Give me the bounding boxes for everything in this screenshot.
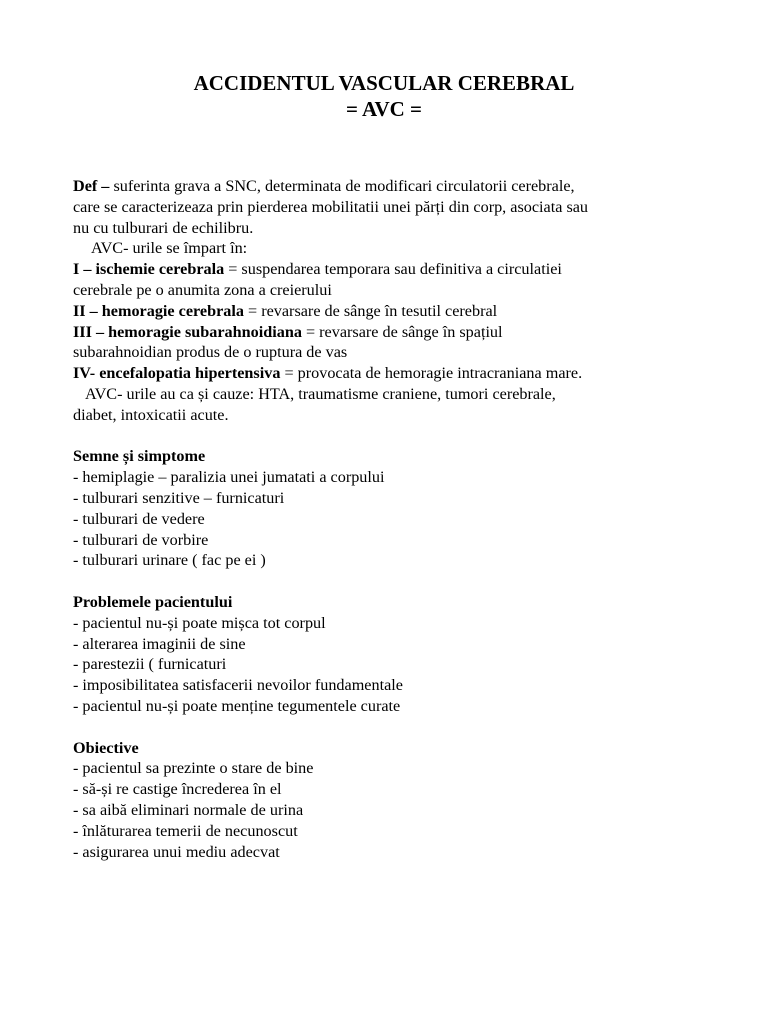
definition-line-1 xyxy=(73,176,703,197)
list-item: - pacientul nu-și poate mișca tot corpul xyxy=(73,613,326,632)
classification-intro: AVC- urile se împart în: xyxy=(91,239,248,258)
list-item: - asigurarea unui mediu adecvat xyxy=(73,842,280,861)
list-item: - pacientul nu-și poate menține tegumentele curate xyxy=(73,696,401,715)
title-line-2: = AVC = xyxy=(345,97,423,121)
document-page xyxy=(73,70,703,862)
list-item: - alterarea imaginii de sine xyxy=(73,634,246,653)
list-item: - tulburari senzitive – furnicaturi xyxy=(73,488,285,507)
type-text-1: = suspendarea temporara sau definitiva a circulatiei xyxy=(224,260,562,279)
type-text-4: = provocata de hemoragie intracraniana mare. xyxy=(280,364,583,383)
type-label-2: II – hemoragie cerebrala xyxy=(73,301,244,320)
type-item-3 xyxy=(73,322,703,343)
problems-heading: Problemele pacientului xyxy=(73,592,233,611)
type-text-3: = revarsare de sânge în spațiul xyxy=(301,322,503,341)
type-text-2: = revarsare de sânge în tesutil cerebral xyxy=(243,301,498,320)
definition-line-2: care se caracterizeaza prin pierderea mobilitatii unei părți din corp, asociata sau xyxy=(73,197,589,216)
definition-line-3: nu cu tulburari de echilibru. xyxy=(73,218,254,237)
symptoms-heading: Semne și simptome xyxy=(73,447,206,466)
type-label-3: III – hemoragie subarahnoidiana xyxy=(73,322,302,341)
definition-label: Def – xyxy=(73,177,110,195)
type-item-3-cont: subarahnoidian produs de o ruptura de vas xyxy=(73,343,348,362)
type-item-1-cont: cerebrale pe o anumita zona a creierului xyxy=(73,280,332,299)
causes-line-1: AVC- urile au ca și cauze: HTA, traumatisme craniene, tumori cerebrale, xyxy=(85,384,556,403)
list-item: - să-și re castige încrederea în el xyxy=(73,780,282,799)
list-item: - pacientul sa prezinte o stare de bine xyxy=(73,759,314,778)
causes-line-2: diabet, intoxicatii acute. xyxy=(73,405,229,424)
list-item: - tulburari de vorbire xyxy=(73,530,209,549)
list-item: - imposibilitatea satisfacerii nevoilor fundamentale xyxy=(73,676,403,695)
objectives-heading: Obiective xyxy=(73,738,139,757)
title-line-1: ACCIDENTUL VASCULAR CEREBRAL xyxy=(193,71,575,95)
list-item: - sa aibă eliminari normale de urina xyxy=(73,800,304,819)
list-item: - parestezii ( furnicaturi xyxy=(73,655,227,674)
type-label-1: I – ischemie cerebrala xyxy=(73,260,225,279)
type-item-1 xyxy=(73,259,703,280)
definition-text-1: suferinta grava a SNC, determinata de modificari circulatorii cerebrale, xyxy=(109,177,575,195)
list-item: - înlăturarea temerii de necunoscut xyxy=(73,821,298,840)
type-item-4 xyxy=(73,363,703,384)
list-item: - tulburari de vedere xyxy=(73,509,205,528)
type-label-4: IV- encefalopatia hipertensiva xyxy=(73,364,281,383)
list-item: - tulburari urinare ( fac pe ei ) xyxy=(73,551,266,570)
type-item-2 xyxy=(73,301,703,322)
list-item: - hemiplagie – paralizia unei jumatati a corpului xyxy=(73,468,385,487)
document-title xyxy=(0,70,768,122)
